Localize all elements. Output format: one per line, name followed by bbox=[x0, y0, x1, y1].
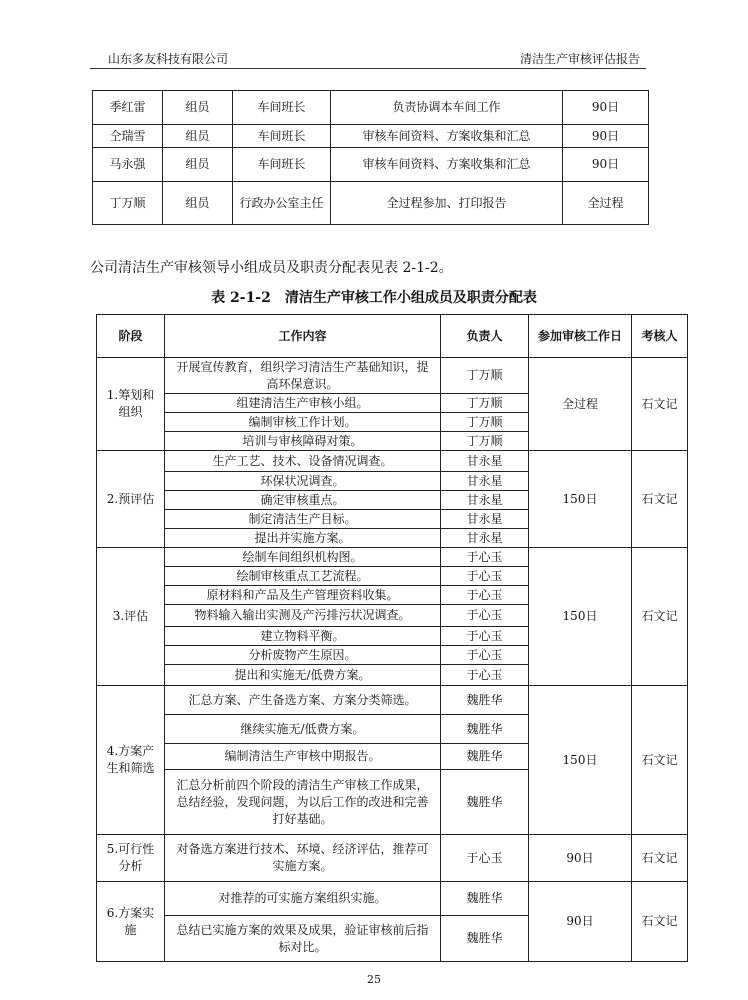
stage-cell: 6.方案实施 bbox=[97, 882, 165, 962]
stage-assessor-cell: 石文记 bbox=[632, 835, 688, 882]
task-content-cell: 开展宣传教育，组织学习清洁生产基础知识，提高环保意识。 bbox=[165, 358, 441, 394]
header-stage: 阶段 bbox=[97, 315, 165, 358]
stage-cell: 3.评估 bbox=[97, 548, 165, 686]
task-owner-cell: 魏胜华 bbox=[441, 916, 529, 962]
table-row bbox=[97, 686, 688, 715]
task-owner-cell: 甘永星 bbox=[441, 510, 529, 529]
stage-days-cell: 150日 bbox=[529, 686, 632, 835]
task-content-cell: 确定审核重点。 bbox=[165, 491, 441, 510]
stage-assessor-cell: 石文记 bbox=[632, 358, 688, 451]
task-owner-cell: 于心玉 bbox=[441, 835, 529, 882]
company-name: 山东多友科技有限公司 bbox=[108, 52, 229, 66]
task-content-cell: 编制清洁生产审核中期报告。 bbox=[165, 744, 441, 770]
task-owner-cell: 丁万顺 bbox=[441, 432, 529, 451]
stage-assessor-cell: 石文记 bbox=[632, 548, 688, 686]
task-content-cell: 分析废物产生原因。 bbox=[165, 646, 441, 665]
task-owner-cell: 丁万顺 bbox=[441, 358, 529, 394]
task-content-cell: 继续实施无/低费方案。 bbox=[165, 715, 441, 744]
team-members-table bbox=[92, 90, 649, 225]
task-owner-cell: 于心玉 bbox=[441, 665, 529, 686]
task-owner-cell: 甘永星 bbox=[441, 529, 529, 548]
stage-days-cell: 150日 bbox=[529, 548, 632, 686]
table-row bbox=[93, 182, 649, 225]
page-number: 25 bbox=[367, 973, 381, 986]
table-caption: 表 2-1-2 清洁生产审核工作小组成员及职责分配表 bbox=[211, 290, 537, 306]
member-role-cell: 组员 bbox=[163, 91, 233, 125]
task-owner-cell: 甘永星 bbox=[441, 451, 529, 472]
header-days: 参加审核工作日 bbox=[529, 315, 632, 358]
task-content-cell: 制定清洁生产目标。 bbox=[165, 510, 441, 529]
task-owner-cell: 魏胜华 bbox=[441, 770, 529, 835]
task-owner-cell: 于心玉 bbox=[441, 548, 529, 567]
stage-days-cell: 150日 bbox=[529, 451, 632, 548]
stage-assessor-cell: 石文记 bbox=[632, 451, 688, 548]
member-name-cell: 季红雷 bbox=[93, 91, 163, 125]
stage-days-cell: 90日 bbox=[529, 835, 632, 882]
task-content-cell: 编制审核工作计划。 bbox=[165, 413, 441, 432]
member-position-cell: 行政办公室主任 bbox=[233, 182, 331, 225]
task-content-cell: 物料输入输出实测及产污排污状况调查。 bbox=[165, 605, 441, 627]
stage-cell: 5.可行性分析 bbox=[97, 835, 165, 882]
task-owner-cell: 魏胜华 bbox=[441, 686, 529, 715]
member-role-cell: 组员 bbox=[163, 125, 233, 148]
member-name-cell: 丁万顺 bbox=[93, 182, 163, 225]
task-owner-cell: 甘永星 bbox=[441, 491, 529, 510]
stage-days-cell: 90日 bbox=[529, 882, 632, 962]
task-content-cell: 提出并实施方案。 bbox=[165, 529, 441, 548]
stage-days-cell: 全过程 bbox=[529, 358, 632, 451]
task-content-cell: 汇总方案、产生备选方案、方案分类筛选。 bbox=[165, 686, 441, 715]
stage-cell: 1.筹划和组织 bbox=[97, 358, 165, 451]
task-content-cell: 绘制审核重点工艺流程。 bbox=[165, 567, 441, 586]
task-content-cell: 环保状况调查。 bbox=[165, 472, 441, 491]
task-owner-cell: 丁万顺 bbox=[441, 394, 529, 413]
member-duty-cell: 全过程参加、打印报告 bbox=[331, 182, 563, 225]
task-content-cell: 对备选方案进行技术、环境、经济评估，推荐可实施方案。 bbox=[165, 835, 441, 882]
table-row bbox=[97, 882, 688, 916]
task-owner-cell: 甘永星 bbox=[441, 472, 529, 491]
member-position-cell: 车间班长 bbox=[233, 125, 331, 148]
header-content: 工作内容 bbox=[165, 315, 441, 358]
task-owner-cell: 于心玉 bbox=[441, 627, 529, 646]
report-title: 清洁生产审核评估报告 bbox=[519, 52, 640, 66]
task-owner-cell: 魏胜华 bbox=[441, 882, 529, 916]
task-content-cell: 原材料和产品及生产管理资料收集。 bbox=[165, 586, 441, 605]
stage-assessor-cell: 石文记 bbox=[632, 882, 688, 962]
stage-assessor-cell: 石文记 bbox=[632, 686, 688, 835]
header-rule bbox=[90, 68, 646, 69]
table-row bbox=[97, 835, 688, 882]
task-owner-cell: 于心玉 bbox=[441, 586, 529, 605]
task-owner-cell: 魏胜华 bbox=[441, 715, 529, 744]
member-days-cell: 90日 bbox=[563, 125, 649, 148]
task-content-cell: 总结已实施方案的效果及成果，验证审核前后指标对比。 bbox=[165, 916, 441, 962]
task-content-cell: 组建清洁生产审核小组。 bbox=[165, 394, 441, 413]
header-assessor: 考核人 bbox=[632, 315, 688, 358]
task-content-cell: 生产工艺、技术、设备情况调查。 bbox=[165, 451, 441, 472]
body-paragraph: 公司清洁生产审核领导小组成员及职责分配表见表 2-1-2。 bbox=[90, 260, 453, 276]
member-role-cell: 组员 bbox=[163, 148, 233, 182]
task-owner-cell: 魏胜华 bbox=[441, 744, 529, 770]
task-content-cell: 提出和实施无/低费方案。 bbox=[165, 665, 441, 686]
stage-cell: 4.方案产生和筛选 bbox=[97, 686, 165, 835]
member-position-cell: 车间班长 bbox=[233, 91, 331, 125]
member-name-cell: 仝瑞雪 bbox=[93, 125, 163, 148]
table-row bbox=[93, 91, 649, 125]
table-row bbox=[97, 548, 688, 567]
task-owner-cell: 于心玉 bbox=[441, 646, 529, 665]
task-content-cell: 绘制车间组织机构图。 bbox=[165, 548, 441, 567]
member-duty-cell: 审核车间资料、方案收集和汇总 bbox=[331, 148, 563, 182]
page-header bbox=[108, 50, 640, 67]
task-content-cell: 培训与审核障碍对策。 bbox=[165, 432, 441, 451]
task-owner-cell: 于心玉 bbox=[441, 605, 529, 627]
table-header-row bbox=[97, 315, 688, 358]
table-row bbox=[97, 358, 688, 394]
member-duty-cell: 负责协调本车间工作 bbox=[331, 91, 563, 125]
member-days-cell: 90日 bbox=[563, 91, 649, 125]
task-content-cell: 建立物料平衡。 bbox=[165, 627, 441, 646]
member-position-cell: 车间班长 bbox=[233, 148, 331, 182]
stage-cell: 2.预评估 bbox=[97, 451, 165, 548]
task-owner-cell: 于心玉 bbox=[441, 567, 529, 586]
task-content-cell: 对推荐的可实施方案组织实施。 bbox=[165, 882, 441, 916]
member-days-cell: 90日 bbox=[563, 148, 649, 182]
table-row bbox=[93, 148, 649, 182]
member-duty-cell: 审核车间资料、方案收集和汇总 bbox=[331, 125, 563, 148]
table-row bbox=[93, 125, 649, 148]
header-owner: 负责人 bbox=[441, 315, 529, 358]
responsibility-table bbox=[96, 314, 688, 962]
task-owner-cell: 丁万顺 bbox=[441, 413, 529, 432]
task-content-cell: 汇总分析前四个阶段的清洁生产审核工作成果，总结经验，发现问题，为以后工作的改进和完善打好基础。 bbox=[165, 770, 441, 835]
member-role-cell: 组员 bbox=[163, 182, 233, 225]
member-name-cell: 马永强 bbox=[93, 148, 163, 182]
table-row bbox=[97, 451, 688, 472]
member-days-cell: 全过程 bbox=[563, 182, 649, 225]
